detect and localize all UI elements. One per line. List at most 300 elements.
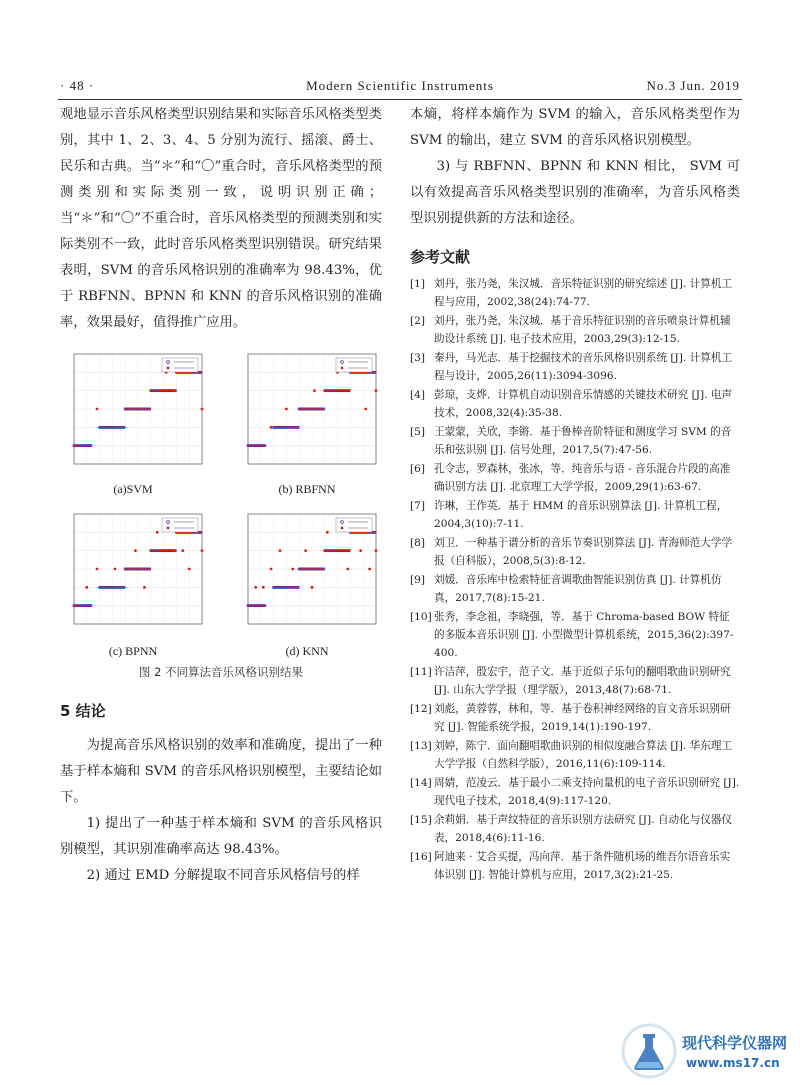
predicted-point [175, 390, 177, 392]
predicted-point [349, 550, 351, 552]
predicted-point [111, 587, 113, 589]
predicted-point [89, 445, 91, 447]
predicted-point [332, 550, 334, 552]
reference-number: [16] [410, 851, 432, 863]
left-paragraph-1: 观地显示音乐风格类型识别结果和实际音乐风格类型类别，其中 1、2、3、4、5 分别为流行、摇滚、爵士、民乐和古典。当“＊”和“〇”重合时，音乐风格类型的预测类别和实际类别一致，说明识别正确；当“＊”和“〇”不重合时，音乐风格类型的预测类别和实际类别不一致，此时音乐风格类型识别错误。研究结果表明，SVM 的音乐风格识别的准确率为 98.43%，优于 RBFNN、BPNN 和 KNN 的音乐风格识别的准确率，效果最好，值得推广应用。 [60, 107, 382, 330]
watermark [620, 1022, 795, 1082]
predicted-point [253, 445, 255, 447]
predicted-point [336, 550, 338, 552]
predicted-point [156, 550, 158, 552]
predicted-point [273, 587, 275, 589]
predicted-point [170, 390, 172, 392]
predicted-point [100, 427, 102, 429]
predicted-point [315, 408, 317, 410]
predicted-point [279, 549, 282, 552]
predicted-point [114, 568, 117, 571]
predicted-point [285, 427, 287, 429]
predicted-point [284, 587, 286, 589]
predicted-point [172, 390, 174, 392]
predicted-point [375, 389, 378, 392]
journal-name: Modern Scientific Instruments [306, 78, 494, 93]
predicted-point [339, 390, 341, 392]
predicted-point [79, 605, 81, 607]
predicted-point [288, 587, 290, 589]
predicted-point [173, 550, 175, 552]
predicted-point [327, 390, 329, 392]
predicted-point [321, 408, 323, 410]
predicted-point [181, 549, 184, 552]
legend [162, 358, 198, 372]
predicted-point [120, 587, 122, 589]
watermark-url: www.ms17.cn [686, 1056, 780, 1070]
watermark-name: 现代科学仪器网 [682, 1034, 788, 1052]
predicted-point [252, 445, 254, 447]
predicted-point [288, 427, 290, 429]
reference-text: 许琳，王作英．基于 HMM 的音乐识别算法 [J]. 计算机工程，2004,3(10):7-11. [434, 500, 728, 530]
predicted-point [89, 605, 91, 607]
predicted-point [333, 390, 335, 392]
predicted-point [114, 587, 116, 589]
predicted-point [159, 390, 161, 392]
predicted-point [135, 568, 137, 570]
predicted-point [374, 532, 376, 534]
predicted-point [144, 568, 146, 570]
predicted-point [117, 427, 119, 429]
predicted-point [320, 568, 322, 570]
predicted-point [338, 390, 340, 392]
predicted-point [332, 390, 334, 392]
predicted-point [261, 605, 263, 607]
reference-text: 刘媛．音乐库中检索特征音调歌曲智能识别仿真 [J]. 计算机仿真，2017,7(8):15-21. [434, 574, 722, 604]
legend [336, 518, 372, 532]
predicted-point [158, 550, 160, 552]
predicted-point [126, 568, 128, 570]
reference-item [410, 275, 740, 311]
predicted-point [291, 427, 293, 429]
predicted-point [87, 445, 89, 447]
predicted-point [293, 587, 295, 589]
predicted-point [254, 586, 257, 589]
legend [336, 358, 372, 372]
predicted-point [305, 568, 307, 570]
reference-item [410, 811, 740, 847]
predicted-point [172, 550, 174, 552]
reference-item [410, 571, 740, 607]
caption-knn: (d) KNN [285, 644, 329, 658]
predicted-point [270, 568, 273, 571]
reference-text: 周婧，范凌云．基于最小二乘支持向量机的电子音乐识别研究 [J]. 现代电子技术，2018,4(9):117-120. [434, 777, 740, 807]
reference-item [410, 534, 740, 570]
predicted-point [162, 550, 164, 552]
predicted-point [317, 408, 319, 410]
predicted-point [138, 568, 140, 570]
predicted-point [285, 587, 287, 589]
predicted-point [167, 390, 169, 392]
reference-text: 彭琼，支烨．计算机自动识别音乐情感的关键技术研究 [J]. 电声技术，2008,32(4):35-38. [434, 389, 733, 419]
reference-text: 阿迪来 · 艾合买提，冯向萍．基于条件随机场的维吾尔语音乐实体识别 [J]. 智能计算机与应用，2017,3(2):21-25. [434, 851, 731, 881]
predicted-point [73, 605, 75, 607]
reference-text: 刘丹，张乃尧，朱汉城．基于音乐特征识别的音乐喷泉计算机辅助设计系统 [J]. 电子技术应用，2003,29(3):12-15. [434, 315, 731, 345]
predicted-point [336, 390, 338, 392]
predicted-point [164, 390, 166, 392]
predicted-point [347, 390, 349, 392]
predicted-point [282, 587, 284, 589]
predicted-point [249, 605, 251, 607]
predicted-point [339, 550, 341, 552]
legend [162, 518, 198, 532]
reference-number: [6] [410, 463, 426, 475]
predicted-point [335, 390, 337, 392]
left-paragraph-3: 1) 提出了一种基于样本熵和 SVM 的音乐风格识别模型，其识别准确率高达 98.43%。 [60, 816, 382, 857]
predicted-point [256, 445, 258, 447]
predicted-point [311, 586, 314, 589]
predicted-point [329, 390, 331, 392]
predicted-point [297, 587, 299, 589]
predicted-point [201, 408, 204, 411]
predicted-point [119, 587, 121, 589]
predicted-point [247, 605, 249, 607]
predicted-point [294, 587, 296, 589]
predicted-point [75, 445, 77, 447]
predicted-point [141, 408, 143, 410]
predicted-point [175, 550, 177, 552]
predicted-point [315, 568, 317, 570]
caption-bpnn: (c) BPNN [108, 644, 158, 658]
predicted-point [290, 587, 292, 589]
predicted-point [303, 568, 305, 570]
reference-text: 刘婷，陈宁．面向翻唱歌曲识别的相似度融合算法 [J]. 华东理工大学学报（自然科学版），2016,11(6):109-114. [434, 740, 733, 770]
predicted-point [117, 587, 119, 589]
legend-predicted-marker [167, 367, 170, 370]
reference-item [410, 848, 740, 884]
predicted-point [119, 427, 121, 429]
reference-text: 许洁萍，殷宏宇，范子文．基于近似子乐句的翻唱歌曲识别研究 [J]. 山东大学学报（理学版），2013,48(7):68-71. [434, 666, 731, 696]
reference-text: 刘丹，张乃尧，朱汉城．音乐特征识别的研究综述 [J]. 计算机工程与应用，2002,38(24):74-77. [434, 278, 733, 308]
reference-number: [2] [410, 315, 426, 327]
predicted-point [253, 605, 255, 607]
predicted-point [105, 427, 107, 429]
predicted-point [165, 550, 167, 552]
predicted-point [247, 445, 249, 447]
reference-number: [12] [410, 703, 432, 715]
predicted-point [143, 586, 146, 589]
flask-logo-icon [620, 1022, 678, 1080]
predicted-point [161, 390, 163, 392]
right-column [410, 102, 740, 885]
reference-number: [10] [410, 611, 432, 623]
predicted-point [317, 568, 319, 570]
predicted-point [301, 408, 303, 410]
reference-text: 刘彪，黄蓉蓉，林和，等．基于卷积神经网络的盲文音乐识别研究 [J]. 智能系统学报，2019,14(1):190-197. [434, 703, 731, 733]
reference-number: [8] [410, 537, 426, 549]
predicted-point [135, 408, 137, 410]
predicted-point [114, 427, 116, 429]
predicted-point [318, 568, 320, 570]
predicted-point [113, 587, 115, 589]
header-rule [58, 99, 742, 100]
predicted-point [84, 605, 86, 607]
predicted-point [308, 568, 310, 570]
predicted-point [200, 532, 202, 534]
reference-item [410, 663, 740, 699]
predicted-point [323, 568, 325, 570]
predicted-point [342, 550, 344, 552]
predicted-point [129, 408, 131, 410]
predicted-point [161, 550, 163, 552]
predicted-point [82, 605, 84, 607]
predicted-point [300, 408, 302, 410]
predicted-point [110, 427, 112, 429]
predicted-point [131, 408, 133, 410]
predicted-point [326, 390, 328, 392]
predicted-point [124, 408, 126, 410]
predicted-point [99, 427, 101, 429]
predicted-point [344, 390, 346, 392]
predicted-point [291, 568, 294, 571]
legend-box [336, 518, 372, 532]
predicted-point [168, 390, 170, 392]
predicted-point [150, 550, 152, 552]
predicted-point [294, 427, 296, 429]
predicted-point [308, 408, 310, 410]
predicted-point [287, 427, 289, 429]
predicted-point [287, 587, 289, 589]
predicted-point [199, 532, 201, 534]
figure-2 [60, 350, 382, 682]
predicted-point [250, 605, 252, 607]
predicted-point [298, 568, 300, 570]
predicted-point [146, 568, 148, 570]
predicted-point [301, 568, 303, 570]
predicted-point [144, 408, 146, 410]
predicted-point [85, 605, 87, 607]
predicted-point [156, 390, 158, 392]
predicted-point [323, 408, 325, 410]
reference-item [410, 497, 740, 533]
predicted-point [103, 427, 105, 429]
reference-number: [14] [410, 777, 432, 789]
reference-item [410, 349, 740, 385]
predicted-point [296, 427, 298, 429]
predicted-point [108, 587, 110, 589]
predicted-point [261, 445, 263, 447]
predicted-point [342, 390, 344, 392]
predicted-point [311, 408, 313, 410]
predicted-point [165, 390, 167, 392]
predicted-point [140, 568, 142, 570]
predicted-point [375, 549, 378, 552]
predicted-point [81, 605, 83, 607]
predicted-point [312, 568, 314, 570]
predicted-point [78, 445, 80, 447]
predicted-point [306, 568, 308, 570]
predicted-point [255, 445, 257, 447]
predicted-point [277, 427, 279, 429]
predicted-point [303, 408, 305, 410]
predicted-point [116, 427, 118, 429]
figure-title: 图 2 不同算法音乐风格识别结果 [138, 665, 304, 679]
caption-rbfnn: (b) RBFNN [278, 482, 336, 496]
predicted-point [359, 549, 362, 552]
reference-item [410, 774, 740, 810]
reference-number: [13] [410, 740, 432, 752]
predicted-point [311, 568, 313, 570]
predicted-point [96, 408, 99, 411]
left-paragraph-2: 为提高音乐风格识别的效率和准确度，提出了一种基于样本熵和 SVM 的音乐风格识别模型，主要结论如下。 [60, 738, 382, 805]
predicted-point [330, 390, 332, 392]
predicted-point [327, 550, 329, 552]
legend-predicted-marker [341, 527, 344, 530]
predicted-point [324, 390, 326, 392]
predicted-point [330, 550, 332, 552]
predicted-point [137, 568, 139, 570]
predicted-point [143, 408, 145, 410]
reference-item [410, 423, 740, 459]
reference-number: [3] [410, 352, 426, 364]
predicted-point [78, 605, 80, 607]
predicted-point [312, 408, 314, 410]
predicted-point [158, 390, 160, 392]
section-title: 5 结论 [60, 702, 106, 720]
references-title: 参考文献 [410, 248, 471, 266]
predicted-point [255, 605, 257, 607]
reference-item [410, 460, 740, 496]
predicted-point [374, 372, 376, 374]
predicted-point [346, 550, 348, 552]
predicted-point [123, 587, 125, 589]
right-paragraph-2: 3) 与 RBFNN、BPNN 和 KNN 相比， SVM 可以有效提高音乐风格类型识别的准确率，为音乐风格类型识别提供新的方法和途径。 [410, 159, 740, 226]
predicted-point [150, 390, 152, 392]
predicted-point [368, 568, 371, 571]
legend-predicted-marker [341, 367, 344, 370]
predicted-point [155, 550, 157, 552]
predicted-point [304, 549, 307, 552]
predicted-point [344, 550, 346, 552]
chart-bpnn [60, 510, 206, 638]
predicted-point [152, 390, 154, 392]
predicted-point [373, 532, 375, 534]
predicted-point [338, 550, 340, 552]
predicted-point [276, 427, 278, 429]
predicted-point [164, 550, 166, 552]
caption-svm: (a)SVM [113, 482, 153, 496]
left-paragraph-4: 2) 通过 EMD 分解提取不同音乐风格信号的样 [86, 868, 360, 883]
right-paragraph-1: 本熵，将样本熵作为 SVM 的输入，音乐风格类型作为 SVM 的输出，建立 SVM 的音乐风格识别模型。 [410, 107, 740, 148]
page-number: · 48 · [60, 78, 95, 93]
predicted-point [76, 445, 78, 447]
predicted-point [81, 445, 83, 447]
reference-number: [4] [410, 389, 426, 401]
legend-box [162, 358, 198, 372]
predicted-point [280, 587, 282, 589]
predicted-point [309, 568, 311, 570]
predicted-point [346, 390, 348, 392]
predicted-point [134, 408, 136, 410]
predicted-point [105, 587, 107, 589]
predicted-point [134, 568, 136, 570]
predicted-point [309, 408, 311, 410]
predicted-point [293, 427, 295, 429]
reference-item [410, 312, 740, 348]
predicted-point [75, 605, 77, 607]
predicted-point [347, 550, 349, 552]
predicted-point [258, 605, 260, 607]
predicted-point [250, 445, 252, 447]
predicted-point [152, 550, 154, 552]
predicted-point [127, 408, 129, 410]
predicted-point [127, 568, 129, 570]
predicted-point [159, 550, 161, 552]
predicted-point [132, 568, 134, 570]
predicted-point [85, 445, 87, 447]
predicted-point [285, 408, 288, 411]
predicted-point [305, 408, 307, 410]
predicted-point [256, 605, 258, 607]
predicted-point [123, 427, 125, 429]
predicted-point [263, 605, 265, 607]
predicted-point [326, 531, 329, 534]
predicted-point [73, 445, 75, 447]
predicted-point [258, 445, 260, 447]
predicted-point [113, 427, 115, 429]
predicted-point [167, 550, 169, 552]
predicted-point [96, 568, 99, 571]
predicted-point [132, 408, 134, 410]
predicted-point [314, 568, 316, 570]
predicted-point [364, 408, 367, 411]
predicted-point [153, 550, 155, 552]
predicted-point [134, 549, 137, 552]
predicted-point [280, 427, 282, 429]
predicted-point [141, 568, 143, 570]
predicted-point [249, 445, 251, 447]
predicted-point [290, 427, 292, 429]
running-header [60, 78, 740, 98]
predicted-point [156, 531, 159, 534]
chart-panel-svm [60, 350, 206, 478]
reference-text: 张秀，李念祖，李晓强，等．基于 Chroma-based BOW 特征的多版本音乐识别 [J]. 小型微型计算机系统，2015,36(2):397-400. [434, 611, 734, 659]
reference-number: [15] [410, 814, 432, 826]
predicted-point [341, 550, 343, 552]
predicted-point [270, 426, 273, 429]
predicted-point [296, 587, 298, 589]
predicted-point [106, 587, 108, 589]
predicted-point [122, 587, 124, 589]
predicted-point [87, 605, 89, 607]
predicted-point [162, 390, 164, 392]
left-column [60, 102, 382, 889]
predicted-point [264, 445, 266, 447]
predicted-point [149, 408, 151, 410]
predicted-point [99, 587, 101, 589]
predicted-point [106, 427, 108, 429]
legend-predicted-marker [167, 527, 170, 530]
predicted-point [147, 408, 149, 410]
predicted-point [76, 605, 78, 607]
predicted-point [129, 568, 131, 570]
reference-number: [7] [410, 500, 426, 512]
reference-text: 余莉娟．基于声纹特征的音乐识别方法研究 [J]. 自动化与仪器仪表，2018,4(6):11-16. [434, 814, 733, 844]
predicted-point [262, 586, 265, 589]
predicted-point [108, 427, 110, 429]
predicted-point [138, 408, 140, 410]
references-list [410, 275, 740, 884]
predicted-point [329, 550, 331, 552]
predicted-point [200, 372, 202, 374]
reference-item [410, 386, 740, 422]
reference-text: 刘卫．一种基于谱分析的音乐节奏识别算法 [J]. 青海师范大学学报（自科版），2008,5(3):8-12. [434, 537, 733, 567]
issue-date: No.3 Jun. 2019 [646, 78, 740, 93]
